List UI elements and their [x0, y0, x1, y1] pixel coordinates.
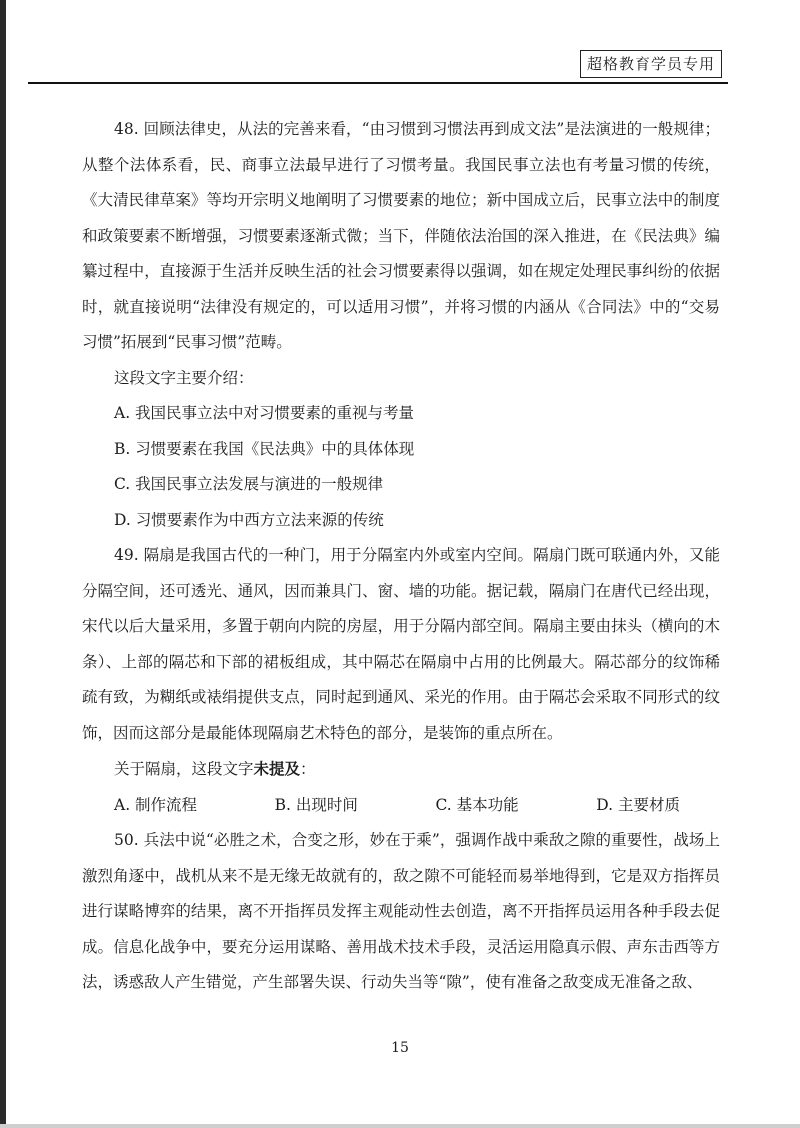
header-rule	[28, 82, 728, 84]
q49-option-d: D. 主要材质	[596, 795, 680, 814]
page-number: 15	[391, 1040, 409, 1056]
q49-option-c: C. 基本功能	[435, 795, 519, 814]
scan-edge-bottom	[0, 1124, 800, 1128]
q49-prompt-suffix: ：	[300, 760, 316, 778]
q48-option-c: C. 我国民事立法发展与演进的一般规律	[114, 475, 384, 493]
q49-stem: 49. 隔扇是我国古代的一种门，用于分隔室内外或室内空间。隔扇门既可联通内外，又能分隔空间，还可透光、通风，因而兼具门、窗、墙的功能。据记载，隔扇门在唐代已经出现，宋代以后大量采用，多置于朝向内院的房屋，用于分隔内部空间。隔扇主要由抹头（横向的木条）、上部的隔芯和下部的裙板组成，其中隔芯在隔扇中占用的比例最大。隔芯部分的纹饰稀疏有致，为糊纸或裱绢提供支点，同时起到通风、采光的作用。由于隔芯会采取不同形式的纹饰，因而这部分是最能体现隔扇艺术特色的部分，是装饰的重点所在。	[82, 546, 720, 742]
header-badge: 超格教育学员专用	[580, 50, 722, 78]
q49-prompt	[82, 751, 720, 788]
page-content	[82, 112, 720, 1001]
q48-option-a: A. 我国民事立法中对习惯要素的重视与考量	[114, 404, 415, 422]
q49-option-a: A. 制作流程	[114, 795, 198, 814]
q48-prompt: 这段文字主要介绍：	[114, 368, 254, 387]
q49-options	[82, 788, 720, 824]
q49-option-b: B. 出现时间	[274, 795, 358, 814]
q50-stem: 50. 兵法中说“必胜之术，合变之形，妙在于乘”，强调作战中乘敌之隙的重要性，战场上激烈角逐中，战机从来不是无缘无故就有的，敌之隙不可能轻而易举地得到，它是双方指挥员进行谋略博弈的结果，离不开指挥员发挥主观能动性去创造，离不开指挥员运用各种手段去促成。信息化战争中，要充分运用谋略、善用战术技术手段，灵活运用隐真示假、声东击西等方法，诱惑敌人产生错觉，产生部署失误、行动失当等“隙”，使有准备之敌变成无准备之敌、	[82, 831, 720, 991]
q49-prompt-prefix: 关于隔扇，这段文字	[114, 760, 254, 778]
scan-edge	[0, 0, 6, 1128]
q48-stem: 48. 回顾法律史，从法的完善来看，“由习惯到习惯法再到成文法”是法演进的一般规律；从整个法体系看，民、商事立法最早进行了习惯考量。我国民事立法也有考量习惯的传统，《大清民律草案》等均开宗明义地阐明了习惯要素的地位；新中国成立后，民事立法中的制度和政策要素不断增强，习惯要素逐渐式微；当下，伴随依法治国的深入推进，在《民法典》编纂过程中，直接源于生活并反映生活的社会习惯要素得以强调，如在规定处理民事纠纷的依据时，就直接说明“法律没有规定的，可以适用习惯”，并将习惯的内涵从《合同法》中的“交易习惯”拓展到“民事习惯”范畴。	[82, 120, 720, 351]
q48-option-b: B. 习惯要素在我国《民法典》中的具体体现	[114, 439, 415, 458]
q49-prompt-emphasis: 未提及	[253, 759, 301, 778]
q48-option-d: D. 习惯要素作为中西方立法来源的传统	[114, 510, 384, 529]
